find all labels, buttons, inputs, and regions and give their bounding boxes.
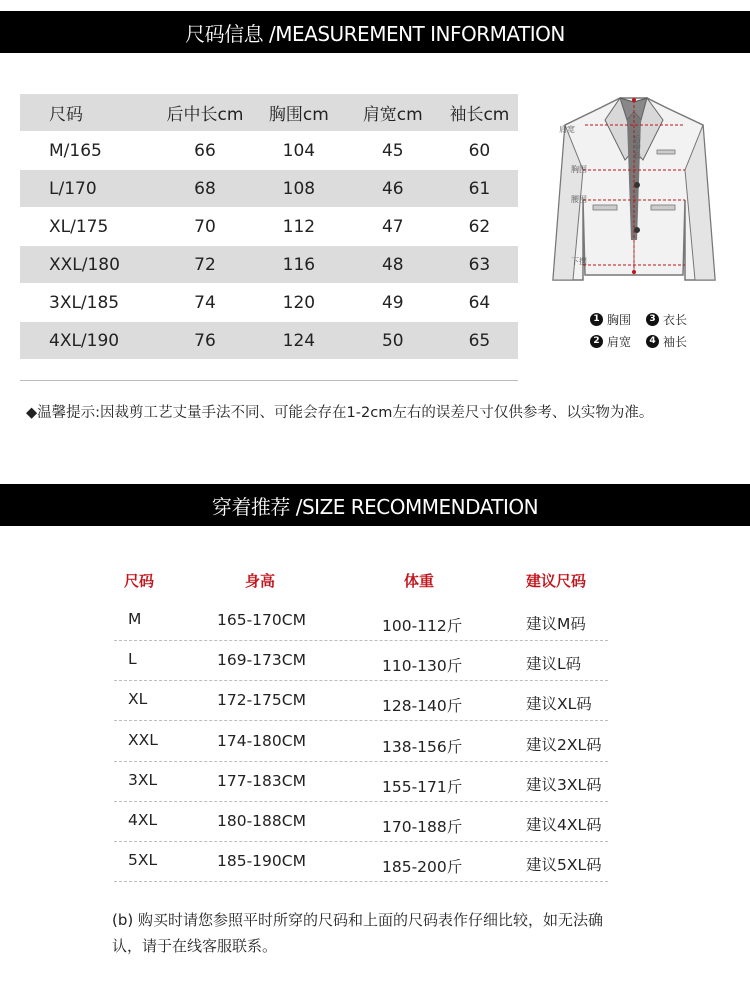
- recommendation-row: [114, 680, 608, 721]
- rec-weight: 155-171斤: [382, 777, 463, 796]
- legend-text: 肩宽: [607, 334, 632, 349]
- legend-number: 1: [590, 313, 603, 326]
- rec-suggestion: 建议4XL码: [526, 816, 602, 834]
- measurement-cell: 48: [381, 254, 404, 275]
- measurement-row: [20, 208, 518, 246]
- measurement-header-cell: 袖长cm: [449, 105, 510, 125]
- diagram-label-chest: 胸围: [571, 165, 587, 174]
- measurement-divider: [20, 380, 518, 381]
- legend-text: 袖长: [663, 334, 688, 349]
- measurement-row: [20, 170, 518, 208]
- rec-height: 165-170CM: [217, 611, 306, 629]
- jacket-diagram: [545, 90, 735, 290]
- rec-suggestion: 建议3XL码: [526, 775, 602, 794]
- diagram-label-hem: 下摆: [571, 257, 587, 266]
- measurement-cell: 50: [381, 330, 404, 351]
- measurement-cell: 74: [194, 292, 216, 313]
- recommendation-row: [114, 721, 608, 762]
- measurement-row: [20, 322, 518, 360]
- legend-number: 2: [590, 335, 603, 348]
- measurement-table: [20, 94, 518, 360]
- measurement-banner: [0, 11, 750, 53]
- legend-text: 胸围: [607, 312, 632, 327]
- rec-weight: 185-200斤: [382, 858, 463, 877]
- measurement-row: [20, 246, 518, 284]
- recommendation-header: [114, 570, 608, 596]
- recommendation-row: [114, 761, 608, 802]
- measurement-header-cell: 胸围cm: [268, 105, 329, 125]
- measurement-cell: 65: [468, 330, 491, 351]
- rec-header-suggestion: 建议尺码: [526, 572, 587, 590]
- measurement-cell: M/165: [49, 140, 102, 161]
- diagram-label-back-length: 后中长: [632, 135, 642, 159]
- rec-size: XXL: [128, 730, 158, 749]
- measurement-cell: 108: [282, 178, 316, 199]
- measurement-header-row: [20, 94, 518, 132]
- measurement-banner-title: 尺码信息 /MEASUREMENT INFORMATION: [185, 21, 565, 46]
- rec-size: 3XL: [128, 770, 158, 789]
- measurement-cell: 47: [381, 216, 404, 237]
- measurement-header-cell: 肩宽cm: [362, 105, 423, 125]
- rec-header-weight: 体重: [404, 572, 435, 590]
- recommendation-note: (b) 购买时请您参照平时所穿的尺码和上面的尺码表作仔细比较，如无法确认，请于在线客服联系。: [112, 911, 603, 955]
- rec-height: 180-188CM: [217, 812, 306, 830]
- measurement-row: [20, 284, 518, 322]
- measurement-cell: 72: [194, 254, 216, 275]
- measurement-row: [20, 132, 518, 170]
- rec-weight: 128-140斤: [382, 697, 463, 716]
- measurement-note: ◆温馨提示:因裁剪工艺丈量手法不同、可能会存在1-2cm左右的误差尺寸仅供参考、以实物为准。: [26, 405, 654, 421]
- legend-item: [590, 333, 646, 350]
- rec-size: 5XL: [128, 851, 158, 870]
- measurement-cell: 112: [282, 216, 316, 237]
- rec-weight: 170-188斤: [382, 818, 463, 836]
- legend-item: [646, 333, 702, 350]
- recommendation-row: [114, 600, 608, 641]
- measurement-cell: 4XL/190: [49, 330, 120, 351]
- recommendation-row: [114, 640, 608, 681]
- rec-height: 169-173CM: [217, 651, 306, 670]
- diagram-label-waist: 腰围: [571, 195, 587, 204]
- recommendation-row: [114, 801, 608, 842]
- rec-size: 4XL: [128, 811, 158, 829]
- measurement-cell: 3XL/185: [49, 292, 120, 313]
- rec-size: XL: [128, 690, 148, 709]
- measurement-cell: 66: [194, 140, 216, 161]
- rec-weight: 110-130斤: [382, 657, 463, 676]
- recommendation-banner-title: 穿着推荐 /SIZE RECOMMENDATION: [211, 494, 539, 519]
- rec-weight: 138-156斤: [382, 737, 463, 756]
- legend-text: 衣长: [663, 312, 688, 327]
- measurement-cell: 120: [282, 292, 316, 313]
- measurement-cell: XL/175: [49, 216, 109, 237]
- measurement-cell: 61: [468, 178, 491, 199]
- rec-size: M: [128, 610, 142, 628]
- measurement-cell: 62: [468, 216, 491, 237]
- measurement-cell: 45: [381, 140, 404, 161]
- measurement-cell: 104: [282, 140, 316, 161]
- rec-height: 174-180CM: [217, 731, 306, 750]
- measurement-header-cell: 后中长cm: [166, 105, 244, 125]
- legend-item: [646, 311, 702, 328]
- measurement-header-cell: 尺码: [49, 105, 83, 125]
- measurement-cell: XXL/180: [49, 254, 120, 275]
- rec-suggestion: 建议XL码: [526, 695, 592, 714]
- rec-height: 172-175CM: [217, 691, 306, 710]
- rec-height: 185-190CM: [217, 852, 306, 871]
- measurement-cell: L/170: [49, 178, 97, 199]
- rec-weight: 100-112斤: [382, 617, 463, 635]
- jacket-illustration: [545, 90, 735, 290]
- legend-number: 4: [646, 335, 659, 348]
- measurement-cell: 68: [194, 178, 216, 199]
- recommendation-row: [114, 841, 608, 882]
- measurement-cell: 124: [282, 330, 316, 351]
- measurement-cell: 49: [381, 292, 404, 313]
- rec-suggestion: 建议M码: [526, 615, 586, 633]
- recommendation-banner: [0, 484, 750, 526]
- rec-suggestion: 建议L码: [526, 655, 582, 674]
- rec-header-height: 身高: [245, 572, 276, 590]
- measurement-cell: 63: [468, 254, 491, 275]
- legend-item: [590, 311, 646, 328]
- measurement-cell: 70: [194, 216, 216, 237]
- rec-header-size: 尺码: [124, 572, 155, 590]
- measurement-cell: 46: [381, 178, 404, 199]
- legend-number: 3: [646, 313, 659, 326]
- rec-suggestion: 建议5XL码: [526, 856, 602, 875]
- measurement-cell: 64: [468, 292, 491, 313]
- measurement-cell: 76: [194, 330, 216, 351]
- measurement-cell: 60: [468, 140, 491, 161]
- rec-suggestion: 建议2XL码: [526, 735, 602, 754]
- rec-size: L: [128, 650, 137, 669]
- diagram-label-shoulder: 肩宽: [559, 125, 575, 134]
- rec-height: 177-183CM: [217, 771, 306, 790]
- measurement-cell: 116: [282, 254, 316, 275]
- diagram-legend: [590, 308, 702, 352]
